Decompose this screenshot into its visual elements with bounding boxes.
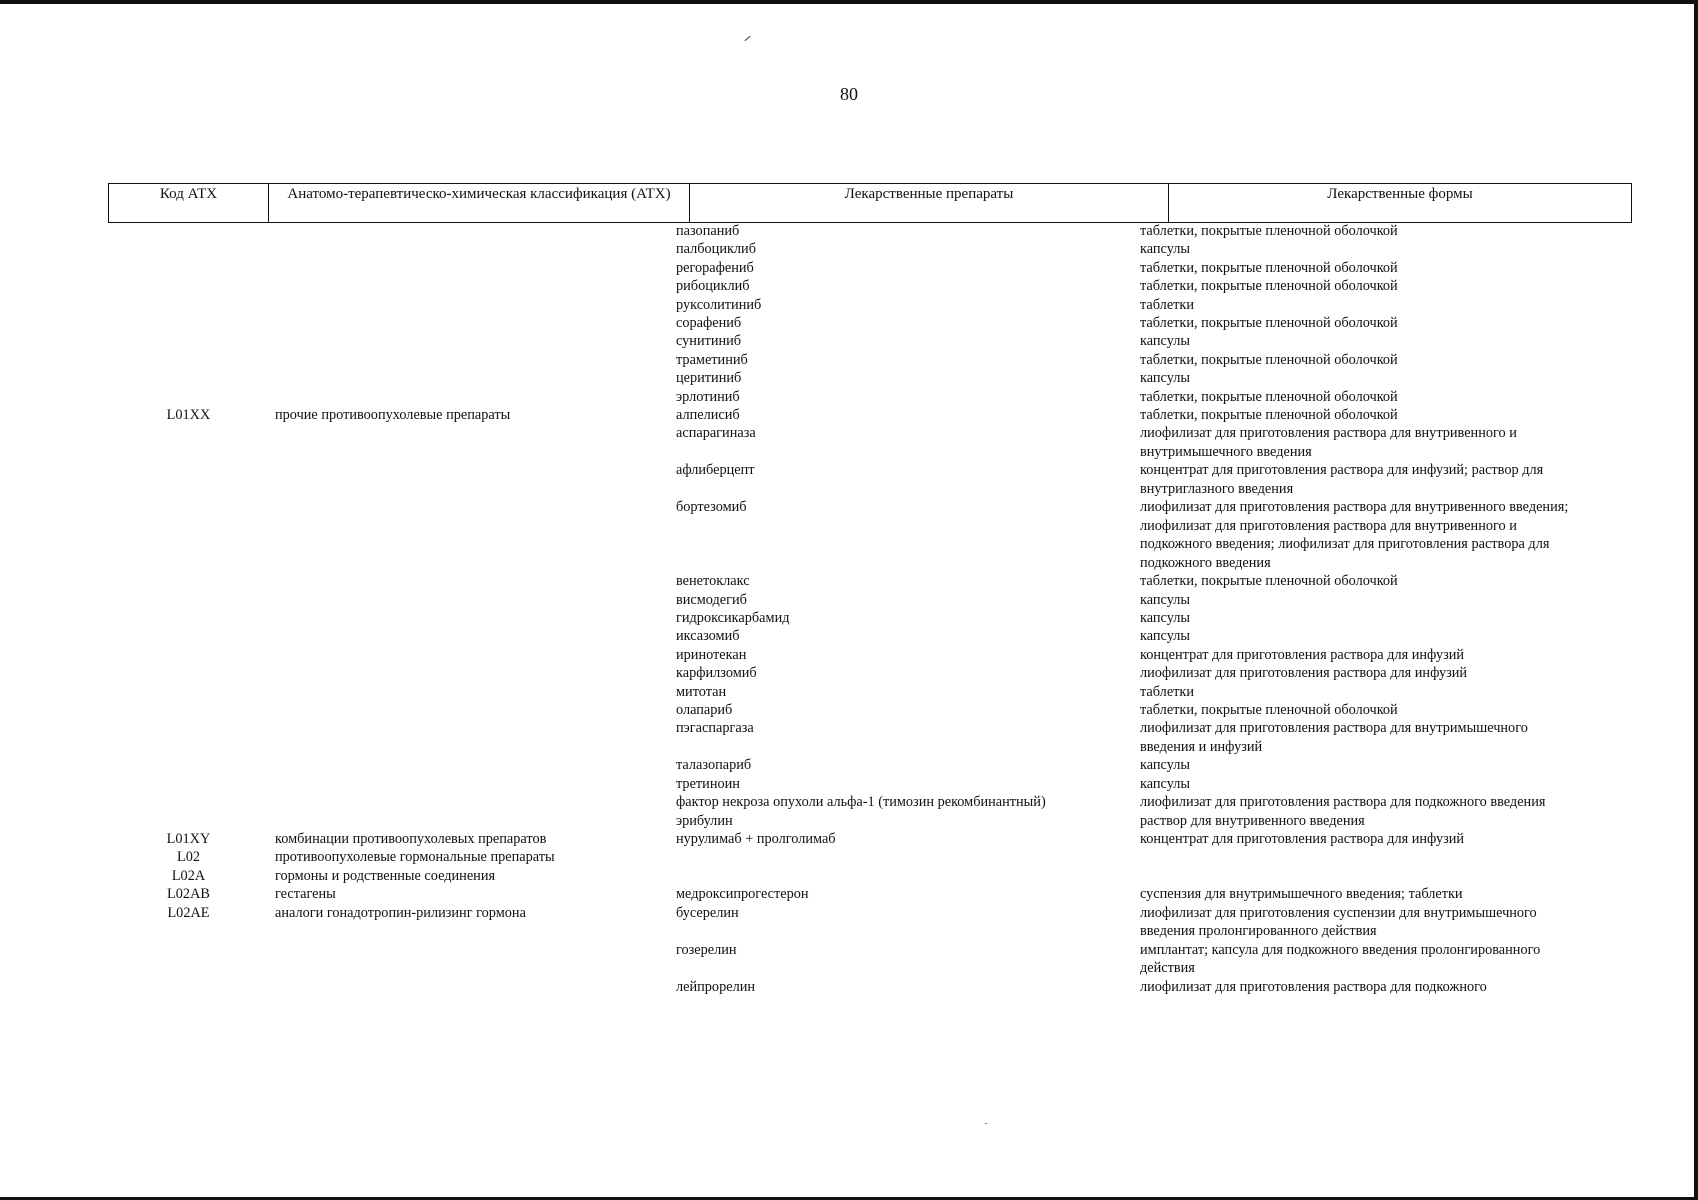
- drug-name: иксазомиб: [676, 628, 740, 645]
- dosage-form: лиофилизат для приготовления раствора для подкожного введения: [1140, 794, 1546, 811]
- dosage-form: лиофилизат для приготовления раствора для внутримышечного введения и инфузий: [1140, 720, 1528, 755]
- dosage-form: таблетки, покрытые пленочной оболочкой: [1140, 259, 1398, 276]
- scan-border-top: [0, 0, 1698, 4]
- table-row: [0, 627, 1698, 645]
- dosage-form: таблетки, покрытые пленочной оболочкой: [1140, 351, 1398, 368]
- drug-name: нурулимаб + пролголимаб: [676, 830, 836, 847]
- dosage-form: лиофилизат для приготовления суспензии для внутримышечного введения пролонгированного действия: [1140, 904, 1537, 939]
- drug-name: лейпрорелин: [676, 978, 756, 995]
- table-row: [0, 314, 1698, 332]
- dosage-form: капсулы: [1140, 628, 1190, 645]
- table-row: [0, 240, 1698, 258]
- drug-name: венетоклакс: [676, 573, 750, 590]
- table-row: [0, 904, 1698, 941]
- table-row: [0, 424, 1698, 461]
- dosage-form: имплантат; капсула для подкожного введения пролонгированного действия: [1140, 941, 1541, 976]
- table-row: [0, 848, 1698, 866]
- classification: прочие противоопухолевые препараты: [275, 406, 511, 423]
- dosage-form: таблетки: [1140, 296, 1195, 313]
- table-row: [0, 756, 1698, 774]
- table-row: [0, 812, 1698, 830]
- table-row: [0, 572, 1698, 590]
- dosage-form: таблетки, покрытые пленочной оболочкой: [1140, 223, 1398, 239]
- dosage-form: концентрат для приготовления раствора для инфузий: [1140, 830, 1465, 847]
- table-row: [0, 683, 1698, 701]
- drug-name: гозерелин: [676, 941, 737, 958]
- table-row: [0, 461, 1698, 498]
- atx-code: L02AE: [167, 904, 210, 921]
- dosage-form: таблетки: [1140, 683, 1195, 700]
- atx-code: L02AB: [167, 886, 210, 903]
- classification: противоопухолевые гормональные препараты: [275, 849, 555, 866]
- drug-name: руксолитиниб: [676, 296, 762, 313]
- drug-name: висмодегиб: [676, 591, 747, 608]
- dosage-form: таблетки, покрытые пленочной оболочкой: [1140, 388, 1398, 405]
- table-row: [0, 259, 1698, 277]
- drug-name: бортезомиб: [676, 499, 747, 516]
- dosage-form: раствор для внутривенного введения: [1140, 812, 1365, 829]
- dosage-form: капсулы: [1140, 333, 1190, 350]
- drug-name: алпелисиб: [676, 406, 740, 423]
- drug-name: митотан: [676, 683, 727, 700]
- drug-name: талазопариб: [676, 757, 752, 774]
- dosage-form: таблетки, покрытые пленочной оболочкой: [1140, 278, 1398, 295]
- atx-code: L02: [176, 849, 201, 866]
- table-row: [0, 388, 1698, 406]
- table-row: [0, 885, 1698, 903]
- table-header: [108, 183, 1632, 223]
- dosage-form: концентрат для приготовления раствора для инфузий; раствор для внутриглазного введения: [1140, 462, 1544, 497]
- atx-code: L02A: [171, 867, 206, 884]
- classification: гестагены: [275, 886, 336, 903]
- table-row: [0, 498, 1698, 572]
- drug-name: эрибулин: [676, 812, 733, 829]
- drug-name: сунитиниб: [676, 333, 742, 350]
- table-row: [0, 222, 1698, 240]
- dosage-form: концентрат для приготовления раствора для инфузий: [1140, 646, 1465, 663]
- table-row: [0, 664, 1698, 682]
- drug-name: регорафениб: [676, 259, 754, 276]
- table-row: [0, 591, 1698, 609]
- header-forms: Лекарственные формы: [1169, 184, 1632, 223]
- dosage-form: капсулы: [1140, 241, 1190, 258]
- table-row: [0, 793, 1698, 811]
- drug-name: палбоциклиб: [676, 241, 756, 258]
- drug-name: эрлотиниб: [676, 388, 740, 405]
- table-row: [0, 978, 1698, 996]
- drug-name: гидроксикарбамид: [676, 610, 790, 627]
- atx-code: L01XX: [166, 406, 211, 423]
- table-row: [0, 867, 1698, 885]
- dosage-form: лиофилизат для приготовления раствора для инфузий: [1140, 665, 1468, 682]
- page-number: 80: [840, 84, 858, 104]
- drug-name: третиноин: [676, 775, 740, 792]
- dosage-form: капсулы: [1140, 757, 1190, 774]
- drug-name: карфилзомиб: [676, 665, 757, 682]
- table-row: [0, 609, 1698, 627]
- dosage-form: лиофилизат для приготовления раствора для внутривенного введения; лиофилизат для приготовления раствора для внутривенного и подкожного введения; лиофилизат для приготовления раствора для подкожного введения: [1140, 499, 1569, 571]
- dosage-form: таблетки, покрытые пленочной оболочкой: [1140, 406, 1398, 423]
- drug-name: пазопаниб: [676, 223, 740, 239]
- drug-name: аспарагиназа: [676, 425, 756, 442]
- drug-name: бусерелин: [676, 904, 739, 921]
- dosage-form: капсулы: [1140, 370, 1190, 387]
- table-row: [0, 719, 1698, 756]
- table-row: [0, 369, 1698, 387]
- table-row: [0, 941, 1698, 978]
- drug-name: траметиниб: [676, 351, 748, 368]
- dosage-form: капсулы: [1140, 591, 1190, 608]
- drug-name: сорафениб: [676, 314, 742, 331]
- table-row: [0, 351, 1698, 369]
- dosage-form: таблетки, покрытые пленочной оболочкой: [1140, 573, 1398, 590]
- dosage-form: суспензия для внутримышечного введения; таблетки: [1140, 886, 1463, 903]
- drug-name: иринотекан: [676, 646, 747, 663]
- table-row: [0, 646, 1698, 664]
- dosage-form: таблетки, покрытые пленочной оболочкой: [1140, 314, 1398, 331]
- drug-name: рибоциклиб: [676, 278, 750, 295]
- table-row: [0, 332, 1698, 350]
- classification: комбинации противоопухолевых препаратов: [275, 830, 547, 847]
- classification: гормоны и родственные соединения: [275, 867, 496, 884]
- table-row: [0, 701, 1698, 719]
- drug-name: фактор некроза опухоли альфа-1 (тимозин рекомбинантный): [676, 794, 1046, 811]
- header-atx-code: Код АТХ: [109, 184, 269, 223]
- dosage-form: лиофилизат для приготовления раствора для подкожного: [1140, 978, 1487, 995]
- table-row: [0, 406, 1698, 424]
- scan-speck: [985, 1123, 987, 1124]
- header-classification: Анатомо-терапевтическо-химическая классификация (АТХ): [269, 184, 690, 223]
- table-body: [0, 222, 1698, 996]
- drug-name: медроксипрогестерон: [676, 886, 809, 903]
- drug-name: пэгаспаргаза: [676, 720, 754, 737]
- drug-name: олапариб: [676, 702, 733, 719]
- classification: аналоги гонадотропин-рилизинг гормона: [275, 904, 526, 921]
- dosage-form: лиофилизат для приготовления раствора для внутривенного и внутримышечного введения: [1140, 425, 1517, 460]
- dosage-form: капсулы: [1140, 610, 1190, 627]
- table-row: [0, 277, 1698, 295]
- dosage-form: капсулы: [1140, 775, 1190, 792]
- header-drugs: Лекарственные препараты: [690, 184, 1169, 223]
- drug-name: церитиниб: [676, 370, 742, 387]
- dosage-form: таблетки, покрытые пленочной оболочкой: [1140, 702, 1398, 719]
- table-row: [0, 775, 1698, 793]
- atx-code: L01XY: [166, 830, 211, 847]
- table-row: [0, 830, 1698, 848]
- drug-name: афлиберцепт: [676, 462, 755, 479]
- scan-mark: [744, 36, 750, 41]
- table-row: [0, 296, 1698, 314]
